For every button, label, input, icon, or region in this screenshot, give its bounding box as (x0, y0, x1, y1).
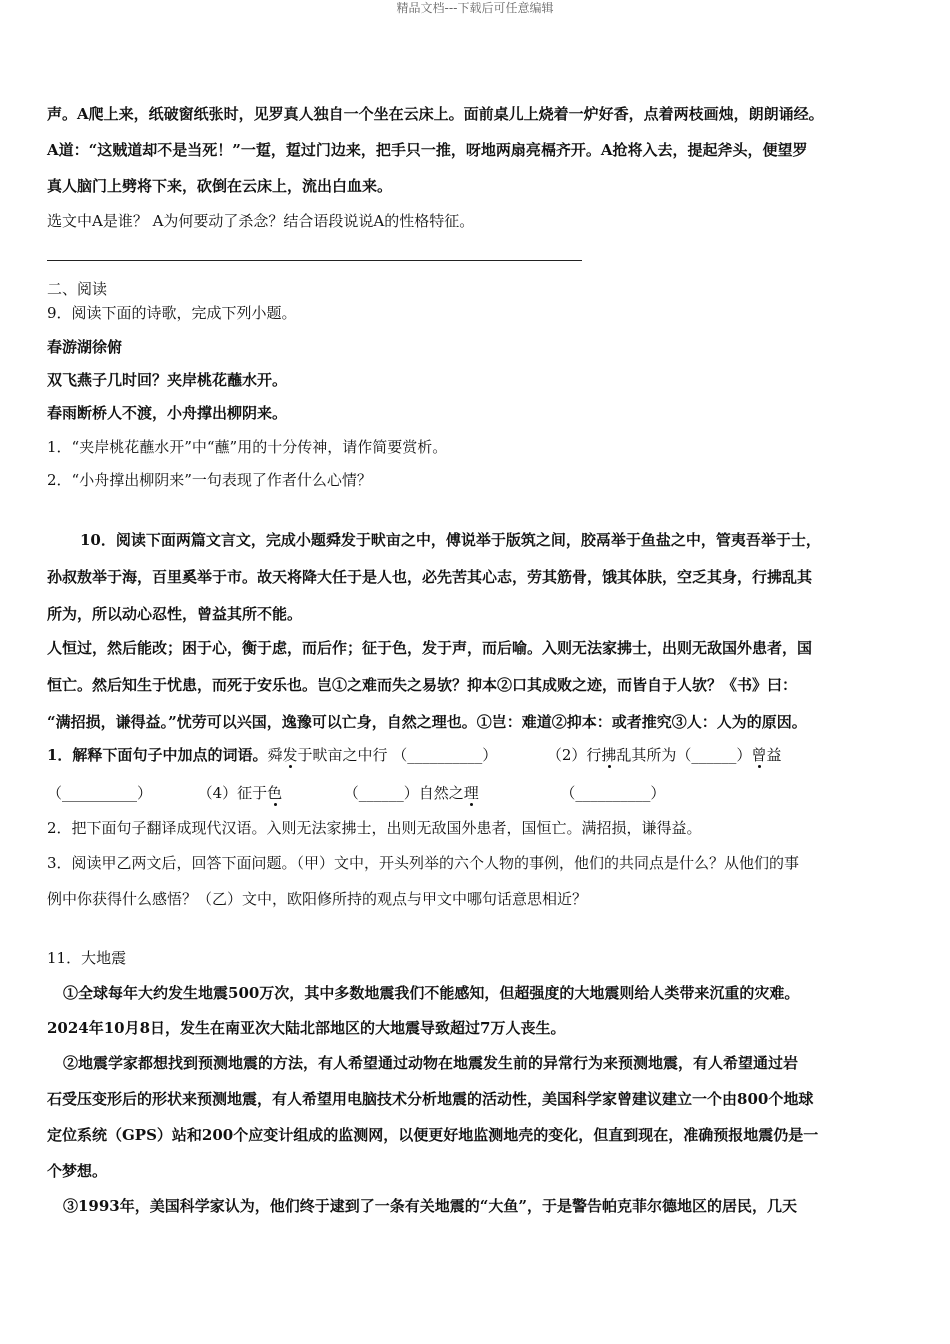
passage-line: A道：“这贼道却不是当死！”一踅，踅过门边来，把手只一推，呀地两扇亮槅齐开。A抢将入去，提起斧头，便望罗 (47, 141, 808, 159)
poem-title: 春游湖徐俯 (47, 338, 123, 356)
question-title: 11．大地震 (47, 949, 127, 967)
dotted-word: 色 (267, 784, 283, 802)
passage-line: 声。A爬上来，纸破窗纸张时，见罗真人独自一个坐在云床上。面前桌儿上烧着一炉好香，点着两枝画烛，朗朗诵经。 (47, 105, 824, 123)
sub-question: 2．把下面句子翻译成现代汉语。入则无法家拂士，出则无敌国外患者，国恒亡。满招损，谦得益。 (47, 819, 702, 837)
passage-line: 2024年10月8日，发生在南亚次大陆北部地区的大地震导致超过7万人丧生。 (47, 1019, 566, 1037)
phrase-text: 于畎亩之中行 （ (297, 746, 408, 764)
passage-line: 定位系统（GPS）站和200个应变计组成的监测网，以便更好地监测地壳的变化，但直到现在，准确预报地震仍是一 (47, 1126, 819, 1144)
question-text: 选文中A是谁？ A为何要动了杀念？结合语段说说A的性格特征。 (47, 212, 475, 230)
passage-line: 恒亡。然后知生于忧患，而死于安乐也。岂①之难而失之易欤？抑本②口其成败之迹，而皆自于人欤？《书》曰： (47, 676, 798, 694)
sub-question: 1．“夹岸桃花蘸水开”中“蘸”用的十分传神，请作简要赏析。 (47, 438, 448, 456)
phrase-text: （4）征于 (197, 784, 268, 802)
phrase-text: ） (403, 784, 419, 802)
passage-line: ③1993年，美国科学家认为，他们终于逮到了一条有关地震的“大鱼”，于是警告帕克菲尔德地区的居民，几天 (63, 1197, 798, 1215)
phrase-text: （ (343, 784, 359, 802)
poem-line: 春雨断桥人不渡，小舟撑出柳阴来。 (47, 404, 288, 422)
answer-blank[interactable]: ______ (358, 784, 404, 802)
phrase-text: ） (137, 784, 153, 802)
phrase-text: 乱其所为（ (616, 746, 692, 764)
answer-blank[interactable]: __________ (575, 784, 651, 802)
phrase-text: （ (47, 784, 63, 802)
passage-line: ①全球每年大约发生地震500万次，其中多数地震我们不能感知，但超强度的大地震则给人类带来沉重的灾难。 (63, 984, 800, 1002)
passage-line: 10．阅读下面两篇文言文，完成小题舜发于畎亩之中，傅说举于版筑之间，胶鬲举于鱼盐之中，管夷吾举于士， (80, 531, 821, 549)
passage-line: 个梦想。 (47, 1162, 108, 1180)
answer-blank[interactable]: __________ (62, 784, 138, 802)
poem-line: 双飞燕子几时回？夹岸桃花蘸水开。 (47, 371, 288, 389)
phrase-text: ） (736, 746, 752, 764)
answer-blank[interactable]: ______ (691, 746, 737, 764)
sub-question: 3．阅读甲乙两文后，回答下面问题。（甲）文中，开头列举的六个人物的事例，他们的共同点是什么？从他们的事 (47, 854, 800, 872)
answer-blank[interactable]: __________ (407, 746, 483, 764)
sub-question: 例中你获得什么感悟？（乙）文中，欧阳修所持的观点与甲文中哪句话意思相近？ (47, 890, 588, 908)
phrase-text: （ (560, 784, 576, 802)
sub-question-label: 1．解释下面句子中加点的词语。 (47, 746, 268, 764)
question-intro: 9．阅读下面的诗歌，完成下列小题。 (47, 304, 297, 322)
passage-line: ②地震学家都想找到预测地震的方法，有人希望通过动物在地震发生前的异常行为来预测地震，有人希望通过岩 (63, 1054, 799, 1072)
dotted-word: 理 (463, 784, 479, 802)
sub-question-continued (47, 783, 665, 803)
phrase-text: ） (482, 746, 498, 764)
passage-line: 真人脑门上劈将下来，砍倒在云床上，流出白血来。 (47, 177, 393, 195)
page-header: 精品文档---下载后可任意编辑 (396, 1, 554, 15)
dotted-word: 拂 (601, 746, 617, 764)
passage-line: “满招损，谦得益。”忧劳可以兴国，逸豫可以亡身，自然之理也。①岂：难道②抑本：或者推究③人：人为的原因。 (47, 713, 807, 731)
sub-question (47, 745, 781, 765)
passage-line: 人恒过，然后能改；困于心，衡于虑，而后作；征于色，发于声，而后喻。入则无法家拂士，出则无敌国外患者，国 (47, 639, 813, 657)
answer-line (47, 260, 582, 261)
dotted-word: 发 (282, 746, 298, 764)
passage-line: 石受压变形后的形状来预测地震，有人希望用电脑技术分析地震的活动性，美国科学家曾建议建立一个由800个地球 (47, 1090, 814, 1108)
phrase-text: 益 (766, 746, 782, 764)
dotted-word: 曾 (751, 746, 767, 764)
phrase-text: （2）行 (546, 746, 602, 764)
phrase-text: ） (650, 784, 666, 802)
passage-line: 孙叔敖举于海，百里奚举于市。故天将降大任于是人也，必先苦其心志，劳其筋骨，饿其体肤，空乏其身，行拂乱其 (47, 568, 813, 586)
phrase-text: 自然之 (418, 784, 464, 802)
sub-question: 2．“小舟撑出柳阴来”一句表现了作者什么心情？ (47, 471, 372, 489)
passage-line: 所为，所以动心忍性，曾益其所不能。 (47, 605, 303, 623)
phrase-text: 舜 (267, 746, 283, 764)
section-heading: 二、阅读 (47, 280, 108, 298)
